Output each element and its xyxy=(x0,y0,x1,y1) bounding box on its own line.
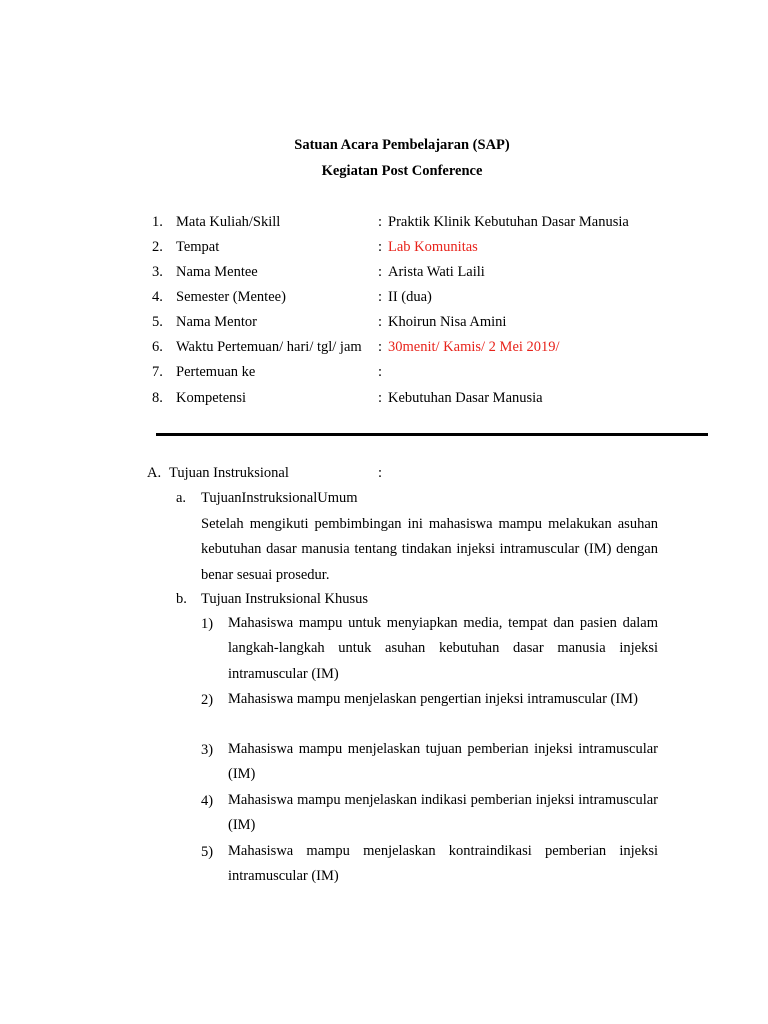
info-colon: : xyxy=(378,314,383,330)
info-number: 4. xyxy=(152,289,163,305)
info-colon: : xyxy=(378,364,383,380)
info-label: Mata Kuliah/Skill xyxy=(176,214,281,230)
objective-text: Mahasiswa mampu menjelaskan kontraindikasi pemberian injeksi intramuscular (IM) xyxy=(228,843,658,885)
subsection-a-letter: a. xyxy=(176,490,187,506)
info-colon: : xyxy=(378,214,383,230)
info-label: Waktu Pertemuan/ hari/ tgl/ jam xyxy=(176,339,362,355)
objective-text: Mahasiswa mampu menjelaskan tujuan pemberian injeksi intramuscular (IM) xyxy=(228,741,658,783)
general-objective-paragraph: Setelah mengikuti pembimbingan ini mahasiswa mampu melakukan asuhan kebutuhan dasar manusia tentang tindakan injeksi intramuscular (IM) dengan benar sesuai prosedur. xyxy=(201,516,658,583)
objective-number: 2) xyxy=(201,692,214,708)
section-title: Tujuan Instruksional xyxy=(169,465,289,481)
objective-text: Mahasiswa mampu menjelaskan pengertian injeksi intramuscular (IM) xyxy=(228,691,638,707)
info-value: Praktik Klinik Kebutuhan Dasar Manusia xyxy=(388,214,629,230)
subsection-a-title: TujuanInstruksionalUmum xyxy=(201,490,358,506)
info-colon: : xyxy=(378,289,383,305)
info-label: Nama Mentor xyxy=(176,314,257,330)
info-value: Arista Wati Laili xyxy=(388,264,485,280)
objective-number: 3) xyxy=(201,742,214,758)
document-title: Satuan Acara Pembelajaran (SAP) xyxy=(294,137,510,153)
info-number: 8. xyxy=(152,390,163,406)
info-number: 2. xyxy=(152,239,163,255)
info-value: Khoirun Nisa Amini xyxy=(388,314,507,330)
info-label: Pertemuan ke xyxy=(176,364,256,380)
info-label: Semester (Mentee) xyxy=(176,289,286,305)
info-number: 7. xyxy=(152,364,163,380)
info-number: 6. xyxy=(152,339,163,355)
info-value: Lab Komunitas xyxy=(388,239,478,255)
info-value: Kebutuhan Dasar Manusia xyxy=(388,390,543,406)
info-value: II (dua) xyxy=(388,289,432,305)
info-label: Nama Mentee xyxy=(176,264,258,280)
objective-number: 4) xyxy=(201,793,214,809)
info-number: 1. xyxy=(152,214,163,230)
objective-number: 5) xyxy=(201,844,214,860)
objective-text: Mahasiswa mampu menjelaskan indikasi pemberian injeksi intramuscular (IM) xyxy=(228,792,658,834)
subsection-b-title: Tujuan Instruksional Khusus xyxy=(201,591,369,607)
horizontal-divider xyxy=(156,433,708,436)
info-colon: : xyxy=(378,390,383,406)
info-label: Kompetensi xyxy=(176,390,247,406)
info-label: Tempat xyxy=(176,239,220,255)
info-number: 3. xyxy=(152,264,163,280)
subsection-b-letter: b. xyxy=(176,591,187,607)
info-value: 30menit/ Kamis/ 2 Mei 2019/ xyxy=(388,339,560,355)
objective-text: Mahasiswa mampu untuk menyiapkan media, tempat dan pasien dalam langkah-langkah untuk asuhan kebutuhan dasar manusia injeksi intramuscular (IM) xyxy=(228,615,658,682)
info-number: 5. xyxy=(152,314,163,330)
section-colon: : xyxy=(378,465,383,481)
info-colon: : xyxy=(378,264,383,280)
objective-number: 1) xyxy=(201,616,214,632)
section-letter: A. xyxy=(147,465,162,481)
info-colon: : xyxy=(378,239,383,255)
info-colon: : xyxy=(378,339,383,355)
document-subtitle: Kegiatan Post Conference xyxy=(321,163,483,179)
